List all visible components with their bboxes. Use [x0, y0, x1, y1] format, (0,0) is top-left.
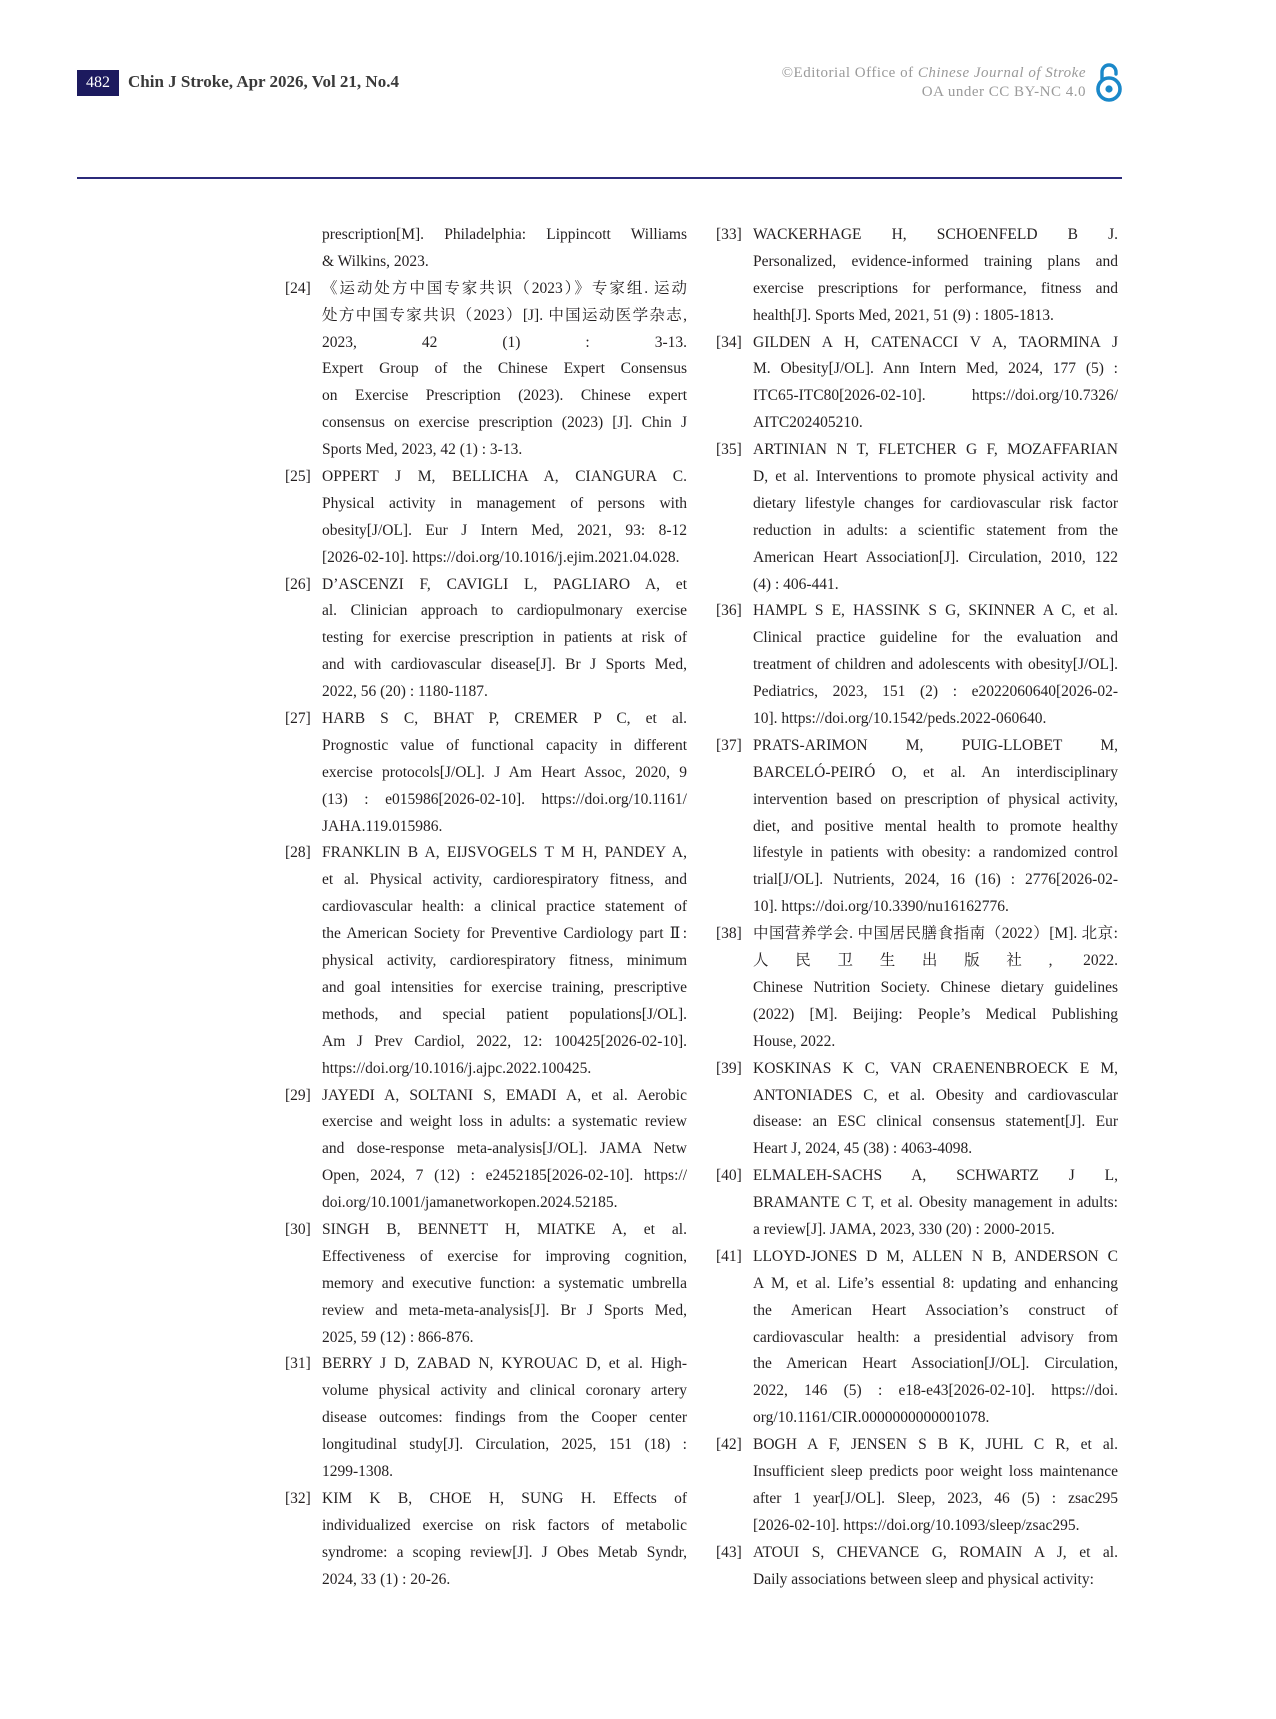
reference-number: [24] [285, 279, 311, 297]
reference-item [285, 840, 687, 1082]
reference-number: [38] [716, 925, 742, 943]
reference-line: Open, 2024, 7 (12) : e2452185[2026-02-10]. https:// [322, 1167, 687, 1185]
reference-line: and goal intensities for exercise training, prescriptive [322, 978, 687, 996]
page-header [0, 0, 1276, 180]
reference-line: M. Obesity[J/OL]. Ann Intern Med, 2024, 177 (5) : [753, 360, 1118, 378]
reference-line: Heart J, 2024, 45 (38) : 4063-4098. [753, 1140, 973, 1158]
reference-line: KIM K B, CHOE H, SUNG H. Effects of [322, 1489, 687, 1507]
copyright-journal: Chinese Journal of Stroke [917, 65, 1086, 81]
reference-item [285, 1486, 687, 1594]
reference-item [716, 1540, 1118, 1594]
reference-number: [43] [716, 1543, 742, 1561]
reference-line: GILDEN A H, CATENACCI V A, TAORMINA J [753, 333, 1118, 351]
reference-line: BOGH A F, JENSEN S B K, JUHL C R, et al. [753, 1436, 1118, 1454]
reference-line: 2022, 146 (5) : e18-e43[2026-02-10]. https://doi. [753, 1382, 1118, 1400]
reference-line: Insufficient sleep predicts poor weight loss maintenance [753, 1462, 1118, 1480]
reference-line: OPPERT J M, BELLICHA A, CIANGURA C. [322, 468, 687, 486]
reference-line: (2022) [M]. Beijing: People’s Medical Publishing [753, 1005, 1118, 1023]
reference-line: dietary lifestyle changes for cardiovascular risk factor [753, 494, 1118, 512]
reference-column-right [716, 222, 1118, 1593]
reference-number: [28] [285, 844, 311, 862]
reference-line: Effectiveness of exercise for improving cognition, [322, 1247, 687, 1265]
reference-item [716, 1432, 1118, 1540]
reference-number: [29] [285, 1086, 311, 1104]
reference-number: [27] [285, 710, 311, 728]
reference-item [716, 733, 1118, 921]
reference-line: ITC65-ITC80[2026-02-10]. https://doi.org/10.7326/ [753, 387, 1118, 405]
copyright-notice [782, 64, 1086, 102]
reference-number: [40] [716, 1167, 742, 1185]
journal-citation: Chin J Stroke, Apr 2026, Vol 21, No.4 [128, 72, 399, 91]
reference-line: Pediatrics, 2023, 151 (2) : e2022060640[2026-02- [753, 683, 1118, 701]
copyright-line [782, 64, 1086, 83]
reference-line: diet, and positive mental health to promote healthy [753, 817, 1118, 835]
reference-line: D’ASCENZI F, CAVIGLI L, PAGLIARO A, et [322, 575, 687, 593]
reference-item [285, 572, 687, 706]
reference-number: [42] [716, 1436, 742, 1454]
reference-line: doi.org/10.1001/jamanetworkopen.2024.52185. [322, 1194, 618, 1212]
reference-line: and dose-response meta-analysis[J/OL]. JAMA Netw [322, 1140, 687, 1158]
reference-line: the American Heart Association’s construct of [753, 1301, 1118, 1319]
reference-item [285, 1217, 687, 1351]
reference-item [285, 464, 687, 572]
reference-column-left [285, 222, 687, 1593]
reference-line: 《运动处方中国专家共识（2023）》专家组. 运动 [322, 279, 687, 297]
reference-line: methods, and special patient populations[J/OL]. [322, 1005, 687, 1023]
reference-line: ELMALEH-SACHS A, SCHWARTZ J L, [753, 1167, 1118, 1185]
reference-line: American Heart Association[J]. Circulation, 2010, 122 [753, 548, 1118, 566]
reference-line: [2026-02-10]. https://doi.org/10.1016/j.ejim.2021.04.028. [322, 548, 680, 566]
reference-line: syndrome: a scoping review[J]. J Obes Metab Syndr, [322, 1543, 687, 1561]
reference-line: Chinese Nutrition Society. Chinese dietary guidelines [753, 978, 1118, 996]
reference-line: 处方中国专家共识（2023）[J]. 中国运动医学杂志, [322, 306, 687, 324]
reference-line: (4) : 406-441. [753, 575, 839, 593]
reference-item [716, 921, 1118, 1055]
page-number: 482 [77, 70, 119, 96]
reference-line: memory and executive function: a systematic umbrella [322, 1274, 687, 1292]
reference-line: KOSKINAS K C, VAN CRAENENBROECK E M, [753, 1059, 1118, 1077]
reference-line: D, et al. Interventions to promote physical activity and [753, 468, 1118, 486]
reference-line: individualized exercise on risk factors of metabolic [322, 1516, 687, 1534]
reference-line: disease: an ESC clinical consensus statement[J]. Eur [753, 1113, 1118, 1131]
reference-line: longitudinal study[J]. Circulation, 2025, 151 (18) : [322, 1436, 687, 1454]
reference-line: https://doi.org/10.1016/j.ajpc.2022.100425. [322, 1059, 592, 1077]
reference-line: Am J Prev Cardiol, 2022, 12: 100425[2026-02-10]. [322, 1032, 687, 1050]
reference-number: [34] [716, 333, 742, 351]
reference-item [285, 1351, 687, 1485]
reference-line: AITC202405210. [753, 414, 863, 432]
reference-line: & Wilkins, 2023. [322, 252, 429, 270]
reference-number: [36] [716, 602, 742, 620]
reference-line: org/10.1161/CIR.0000000000001078. [753, 1409, 990, 1427]
reference-number: [26] [285, 575, 311, 593]
reference-line: review and meta-meta-analysis[J]. Br J Sports Med, [322, 1301, 687, 1319]
reference-item [285, 1083, 687, 1217]
reference-line: reduction in adults: a scientific statement from the [753, 521, 1118, 539]
reference-line: prescription[M]. Philadelphia: Lippincott Williams [322, 226, 687, 243]
reference-number: [35] [716, 441, 742, 459]
reference-line: the American Society for Preventive Cardiology part Ⅱ: [322, 925, 687, 943]
reference-line: 2024, 33 (1) : 20-26. [322, 1570, 451, 1588]
reference-line: disease outcomes: findings from the Cooper center [322, 1409, 687, 1427]
reference-item [285, 222, 687, 276]
reference-item [716, 222, 1118, 330]
reference-number: [32] [285, 1489, 311, 1507]
reference-line: lifestyle in patients with obesity: a randomized control [753, 844, 1118, 862]
reference-line: after 1 year[J/OL]. Sleep, 2023, 46 (5) : zsac295 [753, 1489, 1118, 1507]
reference-line: 2023, 42 (1) : 3-13. [322, 333, 687, 351]
reference-line: Physical activity in management of persons with [322, 494, 687, 512]
reference-line: (13) : e015986[2026-02-10]. https://doi.org/10.1161/ [322, 790, 687, 808]
reference-line: Expert Group of the Chinese Expert Consensus [322, 360, 687, 378]
reference-line: Personalized, evidence-informed training plans and [753, 252, 1118, 270]
reference-item [716, 1244, 1118, 1432]
reference-line: and with cardiovascular disease[J]. Br J Sports Med, [322, 656, 687, 674]
reference-line: BRAMANTE C T, et al. Obesity management in adults: [753, 1194, 1118, 1212]
reference-line: SINGH B, BENNETT H, MIATKE A, et al. [322, 1220, 687, 1238]
reference-item [716, 1056, 1118, 1164]
reference-line: 10]. https://doi.org/10.1542/peds.2022-060640. [753, 710, 1047, 728]
reference-number: [31] [285, 1355, 311, 1373]
reference-line: WACKERHAGE H, SCHOENFELD B J. [753, 226, 1118, 243]
reference-item [716, 330, 1118, 438]
reference-number: [25] [285, 468, 311, 486]
reference-line: 中国营养学会. 中国居民膳食指南（2022）[M]. 北京: [753, 925, 1118, 943]
reference-line: JAHA.119.015986. [322, 817, 443, 835]
reference-line: physical activity, cardiorespiratory fitness, minimum [322, 952, 687, 970]
reference-line: A M, et al. Life’s essential 8: updating and enhancing [753, 1274, 1118, 1292]
reference-line: Daily associations between sleep and physical activity: [753, 1570, 1094, 1588]
reference-line: HARB S C, BHAT P, CREMER P C, et al. [322, 710, 687, 728]
reference-item [716, 437, 1118, 598]
reference-line: exercise protocols[J/OL]. J Am Heart Assoc, 2020, 9 [322, 763, 687, 781]
reference-item [285, 276, 687, 464]
reference-line: 2022, 56 (20) : 1180-1187. [322, 683, 488, 701]
reference-number: [41] [716, 1247, 742, 1265]
reference-line: volume physical activity and clinical coronary artery [322, 1382, 687, 1400]
reference-number: [37] [716, 736, 742, 754]
reference-line: LLOYD-JONES D M, ALLEN N B, ANDERSON C [753, 1247, 1118, 1265]
reference-item [716, 598, 1118, 732]
reference-number: [30] [285, 1220, 311, 1238]
reference-line: House, 2022. [753, 1032, 836, 1050]
reference-line: 10]. https://doi.org/10.3390/nu16162776. [753, 898, 1009, 916]
reference-line: cardiovascular health: a clinical practice statement of [322, 898, 687, 916]
reference-line: trial[J/OL]. Nutrients, 2024, 16 (16) : 2776[2026-02- [753, 871, 1118, 889]
reference-line: exercise prescriptions for performance, fitness and [753, 279, 1118, 297]
reference-line: exercise and weight loss in adults: a systematic review [322, 1113, 687, 1131]
reference-line: al. Clinician approach to cardiopulmonary exercise [322, 602, 687, 620]
reference-line: health[J]. Sports Med, 2021, 51 (9) : 1805-1813. [753, 306, 1054, 324]
reference-line: ANTONIADES C, et al. Obesity and cardiovascular [753, 1086, 1118, 1104]
open-access-lock-icon [1094, 62, 1124, 102]
reference-line: treatment of children and adolescents with obesity[J/OL]. [753, 656, 1118, 674]
copyright-prefix: ©Editorial Office of [781, 65, 918, 81]
reference-line: BARCELÓ-PEIRÓ O, et al. An interdisciplinary [753, 763, 1118, 781]
reference-line: ATOUI S, CHEVANCE G, ROMAIN A J, et al. [753, 1543, 1118, 1561]
reference-line: [2026-02-10]. https://doi.org/10.1093/sleep/zsac295. [753, 1516, 1080, 1534]
reference-line: Sports Med, 2023, 42 (1) : 3-13. [322, 441, 523, 459]
reference-item [716, 1163, 1118, 1244]
reference-number: [33] [716, 226, 742, 243]
reference-line: intervention based on prescription of physical activity, [753, 790, 1118, 808]
reference-line: the American Heart Association[J/OL]. Circulation, [753, 1355, 1118, 1373]
license-line: OA under CC BY-NC 4.0 [921, 84, 1086, 100]
reference-line: a review[J]. JAMA, 2023, 330 (20) : 2000-2015. [753, 1220, 1055, 1238]
reference-line: testing for exercise prescription in patients at risk of [322, 629, 687, 647]
header-rule [77, 177, 1122, 179]
reference-line: Prognostic value of functional capacity in different [322, 736, 687, 754]
reference-line: obesity[J/OL]. Eur J Intern Med, 2021, 93: 8-12 [322, 521, 687, 539]
reference-line: 2025, 59 (12) : 866-876. [322, 1328, 474, 1346]
reference-number: [39] [716, 1059, 742, 1077]
reference-line: on Exercise Prescription (2023). Chinese expert [322, 387, 687, 405]
reference-line: Clinical practice guideline for the evaluation and [753, 629, 1118, 647]
reference-line: ARTINIAN N T, FLETCHER G F, MOZAFFARIAN [753, 441, 1118, 459]
reference-line: PRATS-ARIMON M, PUIG-LLOBET M, [753, 736, 1118, 754]
reference-line: cardiovascular health: a presidential advisory from [753, 1328, 1118, 1346]
reference-line: HAMPL S E, HASSINK S G, SKINNER A C, et al. [753, 602, 1118, 620]
reference-line: FRANKLIN B A, EIJSVOGELS T M H, PANDEY A, [322, 844, 687, 862]
reference-line: 1299-1308. [322, 1462, 394, 1480]
reference-line: et al. Physical activity, cardiorespiratory fitness, and [322, 871, 687, 889]
reference-line: BERRY J D, ZABAD N, KYROUAC D, et al. High- [322, 1355, 687, 1373]
reference-item [285, 706, 687, 840]
reference-line: JAYEDI A, SOLTANI S, EMADI A, et al. Aerobic [322, 1086, 687, 1104]
reference-line: consensus on exercise prescription (2023) [J]. Chin J [322, 414, 687, 432]
reference-line: 人民卫生出版社, 2022. [753, 952, 1118, 970]
